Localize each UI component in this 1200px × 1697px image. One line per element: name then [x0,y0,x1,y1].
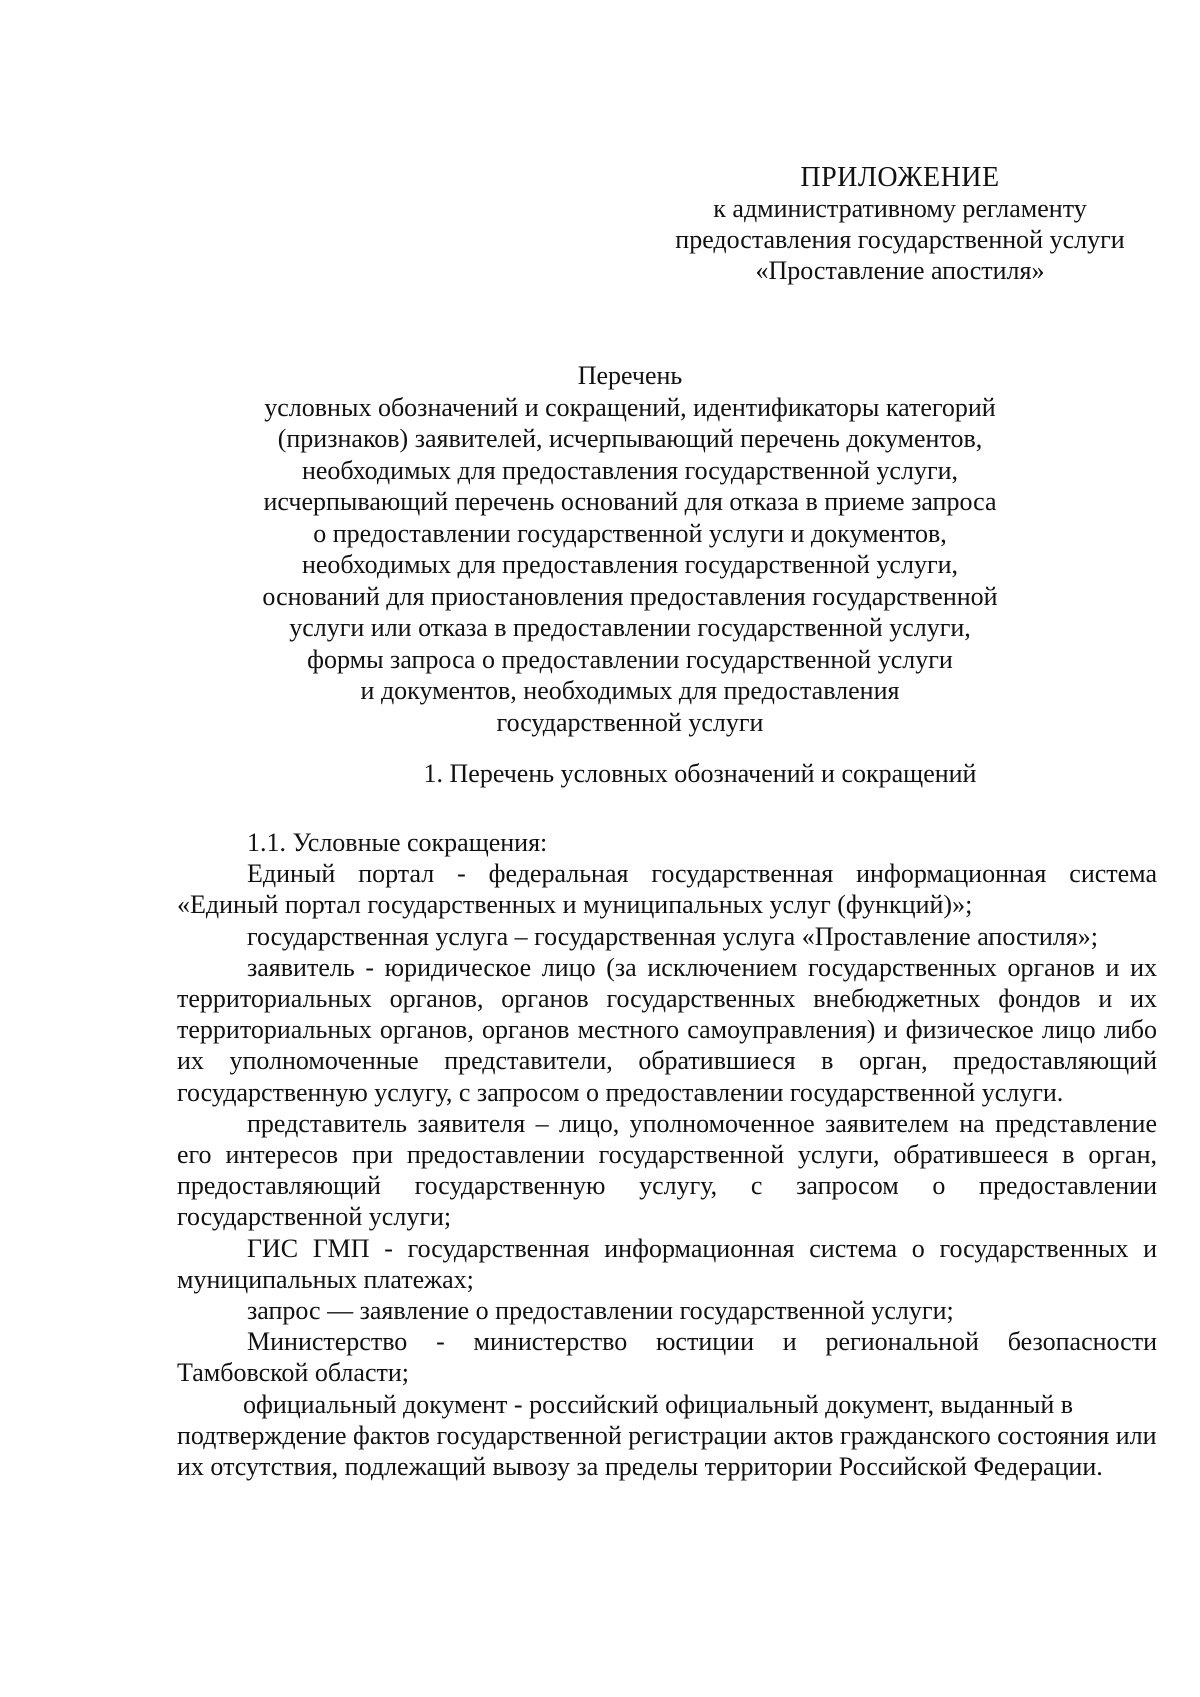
title-line: и документов, необходимых для предоставления [360,676,900,705]
title-line: государственной услуги [496,707,764,737]
paragraph-representative: представитель заявителя – лицо, уполномоченное заявителем на представление его интересов при предоставлении государственной услуги, обратившееся в орган, предоставляющий государственную услугу, с запросом о предоставлении государственной услуги; [177,1108,1157,1232]
title-line: (признаков) заявителей, исчерпывающий перечень документов, [277,424,983,453]
appendix-line-2: предоставления государственной услуги [675,225,1125,254]
appendix-title: ПРИЛОЖЕНИЕ [800,162,1000,193]
title-line: оснований для приостановления предоставления государственной [262,581,998,611]
paragraph-ministry: Министерство - министерство юстиции и региональной безопасности Тамбовской области; [177,1327,1157,1388]
title-line: условных обозначений и сокращений, идентификаторы категорий [264,392,996,422]
title-line: Перечень [577,361,683,390]
appendix-line-3: «Проставление апостиля» [755,256,1045,285]
paragraph-state-service: государственная услуга – государственная услуга «Проставление апостиля»; [247,921,1098,951]
paragraph-official-document: официальный документ - российский официальный документ, выданный в подтверждение фактов государственной регистрации актов гражданского состояния или их отсутствия, подлежащий вывозу за пределы территории Российской Федерации. [177,1389,1157,1482]
paragraph-subsection: 1.1. Условные сокращения: [247,828,548,857]
title-line: исчерпывающий перечень оснований для отказа в приеме запроса [263,487,997,516]
title-line: необходимых для предоставления государственной услуги, [301,455,959,485]
paragraph-gis-gmp: ГИС ГМП - государственная информационная система о государственных и муниципальных платежах; [177,1233,1157,1294]
paragraph-request: запрос — заявление о предоставлении государственной услуги; [247,1296,954,1326]
paragraph-applicant: заявитель - юридическое лицо (за исключением государственных органов и их территориальных органов, органов государственных внебюджетных фондов и их территориальных органов, органов местного самоуправления) и физическое лицо либо их уполномоченные представители, обратившиеся в орган, предоставляющий государственную услугу, с запросом о предоставлении государственной услуги. [177,952,1157,1107]
section-heading: 1. Перечень условных обозначений и сокращений [423,759,977,788]
title-line: формы запроса о предоставлении государственной услуги [307,644,953,674]
appendix-header [640,162,1160,286]
document-body [177,827,1157,1482]
appendix-line-1: к административному регламенту [713,194,1087,223]
title-line: услуги или отказа в предоставлении государственной услуги, [289,613,971,642]
document-title [240,360,1020,738]
title-line: о предоставлении государственной услуги и документов, [313,518,947,548]
title-line: необходимых для предоставления государственной услуги, [301,550,959,579]
paragraph-unified-portal: Единый портал - федеральная государственная информационная система «Единый портал государственных и муниципальных услуг (функций)»; [177,859,1157,920]
